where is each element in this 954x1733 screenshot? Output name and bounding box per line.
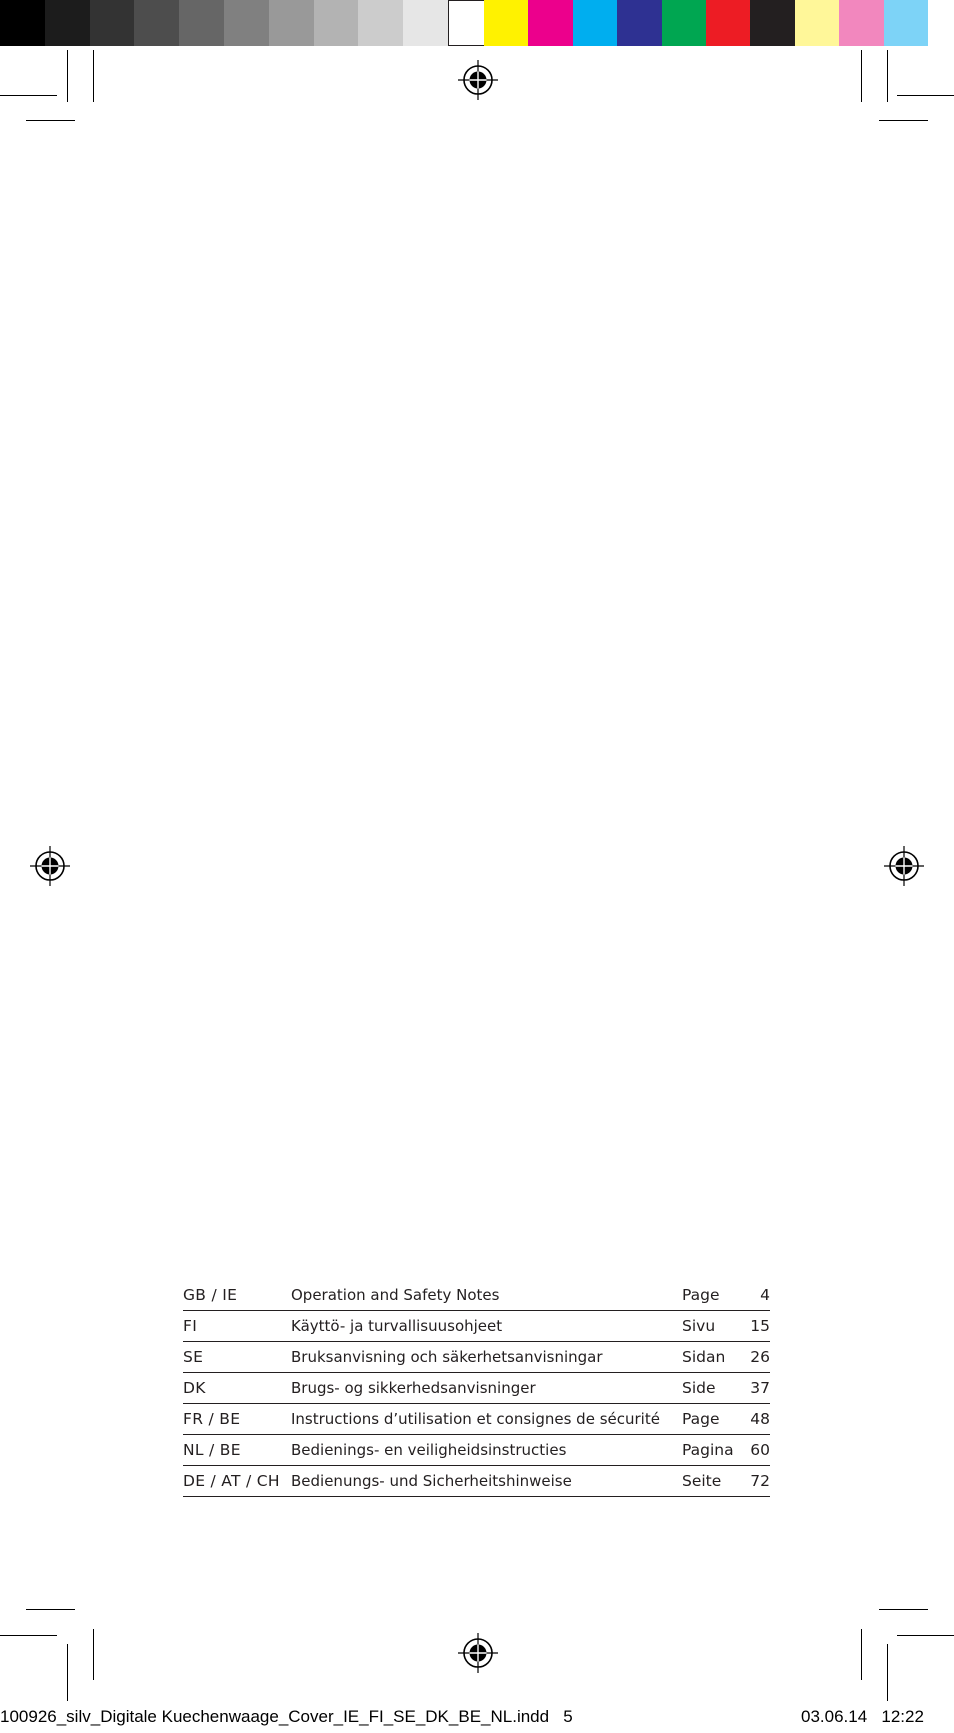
registration-mark-icon: [458, 1633, 498, 1673]
crop-mark: [897, 1635, 954, 1636]
toc-row: [183, 1373, 770, 1404]
page-label: Seite: [682, 1466, 740, 1497]
section-title: Bedienungs- und Sicherheitshinweise: [291, 1466, 682, 1497]
section-title: Käyttö- ja turvallisuusohjeet: [291, 1311, 682, 1342]
slug-page-number: 5: [563, 1707, 573, 1726]
crop-mark: [0, 95, 57, 96]
page-label: Sivu: [682, 1311, 740, 1342]
crop-mark: [887, 50, 888, 102]
color-swatch: [528, 0, 572, 46]
crop-mark: [861, 50, 862, 102]
indd-filename: 100926_silv_Digitale Kuechenwaage_Cover_IE_FI_SE_DK_BE_NL.indd: [0, 1707, 550, 1726]
section-title: Operation and Safety Notes: [291, 1280, 682, 1311]
crop-mark: [67, 1644, 68, 1701]
color-swatch: [750, 0, 794, 46]
country-code: SE: [183, 1342, 291, 1373]
color-swatch: [884, 0, 928, 46]
slug-time: 12:22: [881, 1707, 924, 1726]
slug-filename: [0, 1707, 573, 1727]
crop-mark: [26, 120, 75, 121]
color-swatch: [358, 0, 403, 46]
section-title: Bedienings- en veiligheidsinstructies: [291, 1435, 682, 1466]
page-number: 60: [740, 1435, 770, 1466]
color-swatch: [269, 0, 314, 46]
crop-mark: [67, 50, 68, 102]
color-swatch: [314, 0, 359, 46]
color-swatch: [224, 0, 269, 46]
page-label: Sidan: [682, 1342, 740, 1373]
toc-row: [183, 1280, 770, 1311]
color-swatch: [662, 0, 706, 46]
toc-row: [183, 1342, 770, 1373]
crop-mark: [93, 50, 94, 102]
slug-date: 03.06.14: [801, 1707, 868, 1726]
color-swatch: [706, 0, 750, 46]
toc-row: [183, 1311, 770, 1342]
crop-mark: [93, 1629, 94, 1680]
page-label: Page: [682, 1404, 740, 1435]
page-number: 15: [740, 1311, 770, 1342]
country-code: FI: [183, 1311, 291, 1342]
page-number: 26: [740, 1342, 770, 1373]
page-number: 37: [740, 1373, 770, 1404]
crop-mark: [887, 1644, 888, 1701]
page-label: Page: [682, 1280, 740, 1311]
country-code: DE / AT / CH: [183, 1466, 291, 1497]
section-title: Brugs- og sikkerhedsanvisninger: [291, 1373, 682, 1404]
crop-mark: [0, 1635, 57, 1636]
color-swatch: [403, 0, 448, 46]
section-title: Bruksanvisning och säkerhetsanvisningar: [291, 1342, 682, 1373]
crop-mark: [897, 95, 954, 96]
color-swatch: [134, 0, 179, 46]
registration-mark-icon: [30, 846, 70, 886]
registration-mark-icon: [458, 60, 498, 100]
color-swatch: [90, 0, 135, 46]
crop-mark: [879, 120, 928, 121]
page-label: Pagina: [682, 1435, 740, 1466]
page-number: 4: [740, 1280, 770, 1311]
color-swatch: [839, 0, 883, 46]
country-code: GB / IE: [183, 1280, 291, 1311]
country-code: NL / BE: [183, 1435, 291, 1466]
country-code: DK: [183, 1373, 291, 1404]
color-swatch: [179, 0, 224, 46]
country-code: FR / BE: [183, 1404, 291, 1435]
toc-row: [183, 1435, 770, 1466]
crop-mark: [861, 1629, 862, 1680]
color-swatch: [484, 0, 528, 46]
section-title: Instructions d’utilisation et consignes de sécurité: [291, 1404, 682, 1435]
language-table-of-contents: [183, 1280, 770, 1497]
color-swatch: [617, 0, 661, 46]
crop-mark: [26, 1609, 75, 1610]
toc-row: [183, 1466, 770, 1497]
color-swatch: [573, 0, 617, 46]
grayscale-color-bar: [0, 0, 493, 46]
color-swatch: [0, 0, 45, 46]
color-swatch: [795, 0, 839, 46]
color-swatch: [45, 0, 90, 46]
slug-timestamp: [801, 1707, 924, 1727]
page-number: 48: [740, 1404, 770, 1435]
crop-mark: [879, 1609, 928, 1610]
process-color-bar: [484, 0, 928, 46]
page-label: Side: [682, 1373, 740, 1404]
page-number: 72: [740, 1466, 770, 1497]
registration-mark-icon: [884, 846, 924, 886]
toc-row: [183, 1404, 770, 1435]
